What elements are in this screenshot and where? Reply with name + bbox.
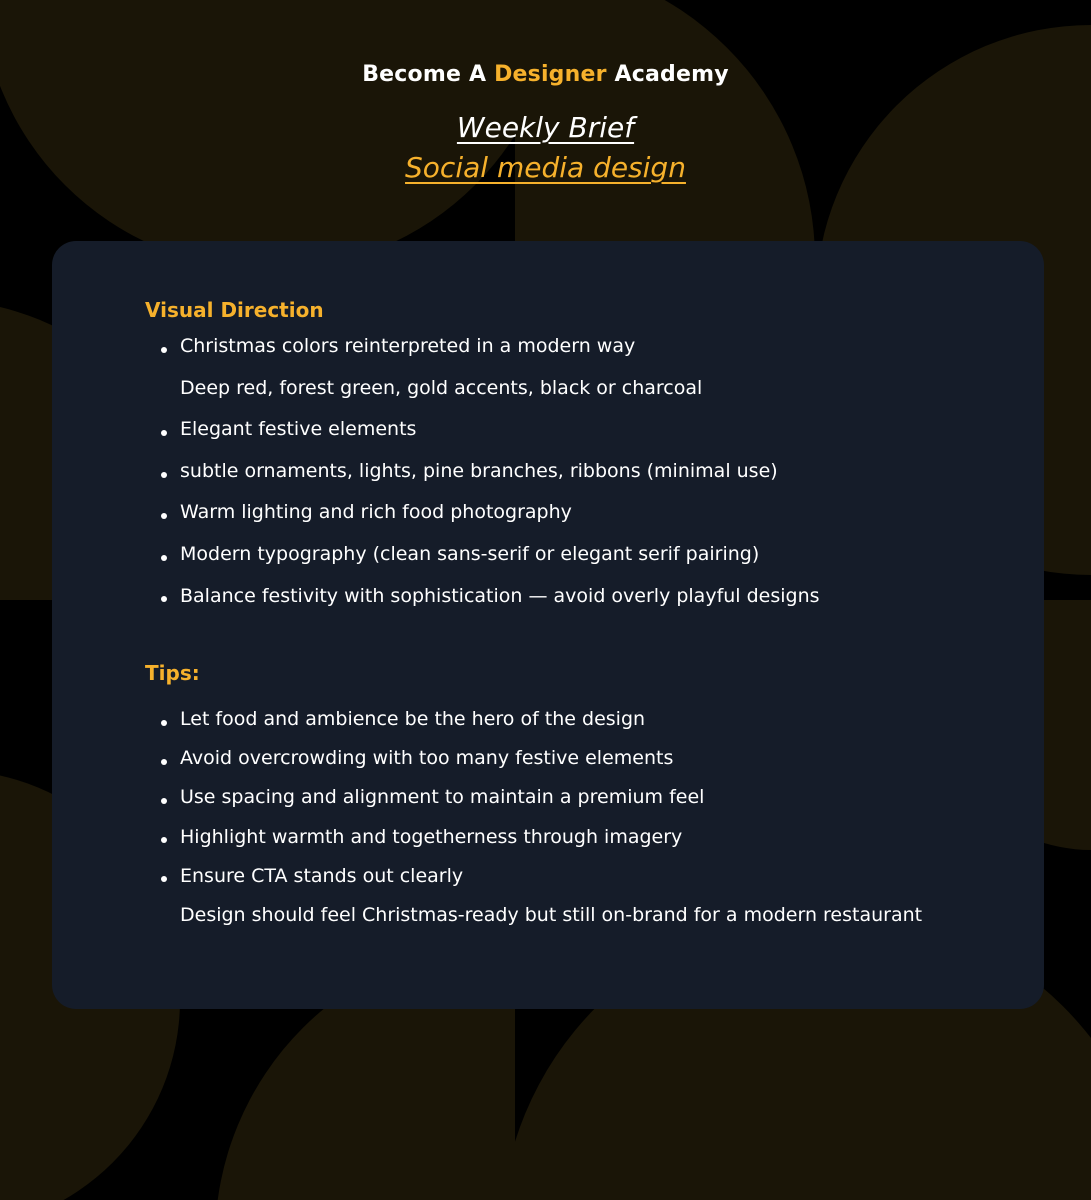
tips-heading: Tips:	[145, 661, 200, 685]
list-item: Let food and ambience be the hero of the design	[162, 703, 922, 742]
visual-direction-heading: Visual Direction	[145, 298, 324, 322]
list-item: Christmas colors reinterpreted in a modern way	[162, 329, 820, 371]
list-item-continuation: Deep red, forest green, gold accents, black or charcoal	[180, 376, 703, 399]
academy-title-prefix: Become A	[362, 62, 487, 87]
brief-title: Weekly Brief	[456, 111, 635, 144]
list-item: Use spacing and alignment to maintain a premium feel	[162, 781, 922, 820]
list-item: Balance festivity with sophistication — avoid overly playful designs	[162, 579, 820, 621]
academy-title-suffix: Academy	[614, 62, 729, 87]
list-item: Modern typography (clean sans-serif or elegant serif pairing)	[162, 537, 820, 579]
list-item: subtle ornaments, lights, pine branches, ribbons (minimal use)	[162, 454, 820, 496]
list-item: Ensure CTA stands out clearly	[162, 860, 922, 899]
brief-subtitle: Social media design	[405, 151, 686, 184]
academy-title	[0, 62, 1091, 87]
tips-list	[162, 703, 922, 938]
academy-title-accent: Designer	[494, 62, 607, 87]
list-item: Warm lighting and rich food photography	[162, 495, 820, 537]
visual-direction-list	[162, 329, 820, 620]
brief-card	[52, 241, 1044, 1009]
list-item: Highlight warmth and togetherness through imagery	[162, 821, 922, 860]
list-item: Avoid overcrowding with too many festive elements	[162, 742, 922, 781]
list-item-continuation: Design should feel Christmas-ready but still on-brand for a modern restaurant	[180, 903, 923, 926]
list-item: Elegant festive elements	[162, 412, 820, 454]
